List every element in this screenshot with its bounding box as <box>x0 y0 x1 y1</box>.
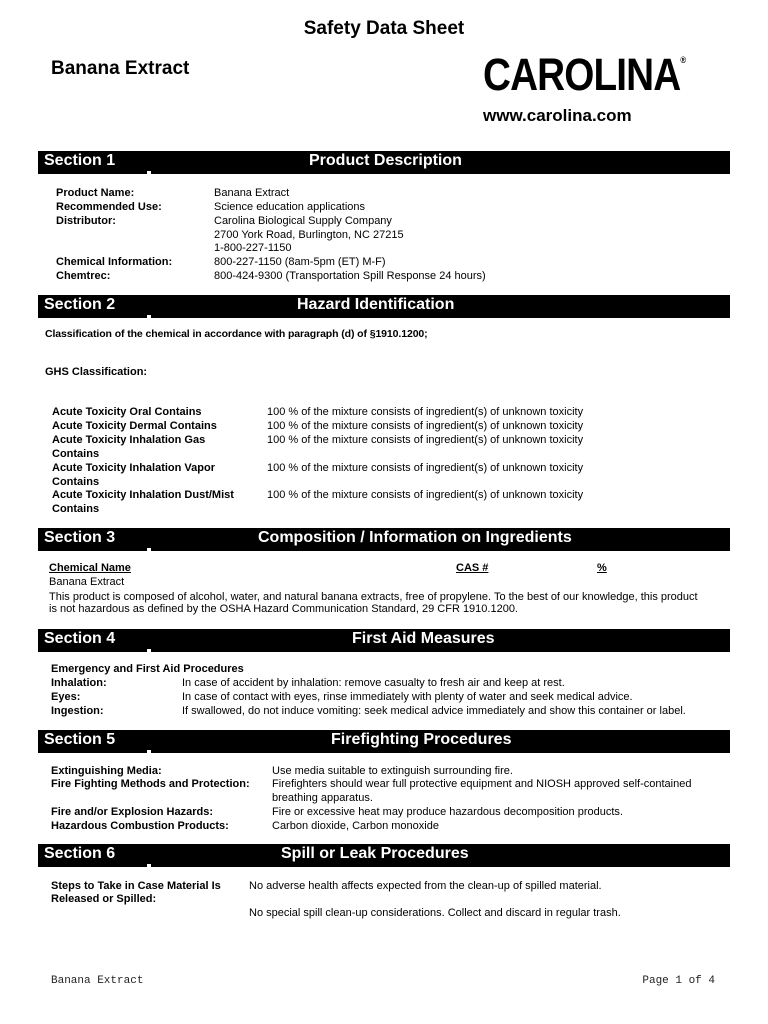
field-value: Carbon dioxide, Carbon monoxide <box>272 820 439 832</box>
field-value: Carolina Biological Supply Company <box>214 215 392 227</box>
hazard-value: 100 % of the mixture consists of ingredient(s) of unknown toxicity <box>267 434 584 446</box>
hazard-value: 100 % of the mixture consists of ingredient(s) of unknown toxicity <box>267 462 584 474</box>
field-value: 2700 York Road, Burlington, NC 27215 <box>214 229 404 241</box>
field-value: Banana Extract <box>214 187 290 199</box>
section-number: Section 2 <box>44 296 116 313</box>
section-number: Section 1 <box>44 152 116 169</box>
section-bar-notch <box>147 864 151 867</box>
hazard-label-cont: Contains <box>52 503 100 515</box>
section-6-header <box>38 844 730 867</box>
section-title: Composition / Information on Ingredients <box>258 529 572 546</box>
carolina-logo <box>483 49 686 100</box>
column-chemical-name: Chemical Name <box>49 562 131 574</box>
section-4-header <box>38 629 730 652</box>
first-aid-heading: Emergency and First Aid Procedures <box>51 663 244 675</box>
field-label: Fire and/or Explosion Hazards: <box>51 806 213 818</box>
ghs-heading: GHS Classification: <box>45 366 148 378</box>
footer-product: Banana Extract <box>51 975 144 987</box>
field-value: No special spill clean-up considerations. Collect and discard in regular trash. <box>249 907 621 919</box>
field-value: In case of accident by inhalation: remove casualty to fresh air and keep at rest. <box>182 677 565 689</box>
field-value: If swallowed, do not induce vomiting: seek medical advice immediately and show this container or label. <box>182 705 686 717</box>
hazard-label-cont: Contains <box>52 476 100 488</box>
field-label: Fire Fighting Methods and Protection: <box>51 778 250 790</box>
registered-mark: ® <box>680 55 686 65</box>
hazard-value: 100 % of the mixture consists of ingredient(s) of unknown toxicity <box>267 406 584 418</box>
field-label: Eyes: <box>51 691 81 703</box>
section-number: Section 4 <box>44 630 116 647</box>
section-title: Spill or Leak Procedures <box>281 845 469 862</box>
composition-note-cont: is not hazardous as defined by the OSHA Hazard Communication Standard, 29 CFR 1910.1200. <box>49 603 518 615</box>
hazard-label: Acute Toxicity Inhalation Vapor <box>52 462 215 474</box>
section-bar-notch <box>147 171 151 174</box>
field-label: Extinguishing Media: <box>51 765 162 777</box>
field-label: Chemical Information: <box>56 256 173 268</box>
field-value: Science education applications <box>214 201 366 213</box>
field-value-cont: breathing apparatus. <box>272 792 373 804</box>
field-label: Recommended Use: <box>56 201 162 213</box>
field-label-cont: Released or Spilled: <box>51 893 157 905</box>
section-title: Product Description <box>309 152 462 169</box>
field-value: No adverse health affects expected from the clean-up of spilled material. <box>249 880 602 892</box>
hazard-label: Acute Toxicity Inhalation Gas <box>52 434 206 446</box>
field-label: Hazardous Combustion Products: <box>51 820 229 832</box>
field-label: Distributor: <box>56 215 116 227</box>
field-label: Inhalation: <box>51 677 107 689</box>
section-5-header <box>38 730 730 753</box>
hazard-label-cont: Contains <box>52 448 100 460</box>
column-cas: CAS # <box>456 562 489 574</box>
section-bar-notch <box>147 548 151 551</box>
section-1-header <box>38 151 730 174</box>
logo-url: www.carolina.com <box>483 106 632 125</box>
footer-page-number: Page 1 of 4 <box>642 975 715 987</box>
field-label: Steps to Take in Case Material Is <box>51 880 221 892</box>
ingredient-name: Banana Extract <box>49 576 125 588</box>
hazard-label: Acute Toxicity Inhalation Dust/Mist <box>52 489 234 501</box>
field-value: 1-800-227-1150 <box>214 242 292 254</box>
hazard-label: Acute Toxicity Dermal Contains <box>52 420 217 432</box>
section-bar-notch <box>147 750 151 753</box>
field-label: Product Name: <box>56 187 135 199</box>
document-title: Safety Data Sheet <box>303 18 465 39</box>
product-title: Banana Extract <box>51 58 190 79</box>
section-number: Section 5 <box>44 731 116 748</box>
section-title: Hazard Identification <box>297 296 455 313</box>
field-value: 800-227-1150 (8am-5pm (ET) M-F) <box>214 256 386 268</box>
composition-note: This product is composed of alcohol, water, and natural banana extracts, free of propylene. To the best of our knowledge, this product <box>49 591 698 603</box>
section-title: First Aid Measures <box>352 630 495 647</box>
section-number: Section 6 <box>44 845 116 862</box>
field-label: Chemtrec: <box>56 270 111 282</box>
field-value: Fire or excessive heat may produce hazardous decomposition products. <box>272 806 623 818</box>
field-value: 800-424-9300 (Transportation Spill Response 24 hours) <box>214 270 486 282</box>
classification-statement: Classification of the chemical in accordance with paragraph (d) of §1910.1200; <box>45 328 428 340</box>
section-bar-notch <box>147 649 151 652</box>
hazard-label: Acute Toxicity Oral Contains <box>52 406 202 418</box>
hazard-value: 100 % of the mixture consists of ingredient(s) of unknown toxicity <box>267 420 584 432</box>
section-bar-notch <box>147 315 151 318</box>
logo-text: CAROLINA <box>483 49 681 100</box>
column-percent: % <box>597 562 607 574</box>
field-value: Use media suitable to extinguish surrounding fire. <box>272 765 513 777</box>
field-value: Firefighters should wear full protective equipment and NIOSH approved self-contained <box>272 778 692 790</box>
section-title: Firefighting Procedures <box>331 731 512 748</box>
hazard-value: 100 % of the mixture consists of ingredient(s) of unknown toxicity <box>267 489 584 501</box>
section-2-header <box>38 295 730 318</box>
section-number: Section 3 <box>44 529 116 546</box>
field-label: Ingestion: <box>51 705 104 717</box>
section-3-header <box>38 528 730 551</box>
field-value: In case of contact with eyes, rinse immediately with plenty of water and seek medical advice. <box>182 691 633 703</box>
